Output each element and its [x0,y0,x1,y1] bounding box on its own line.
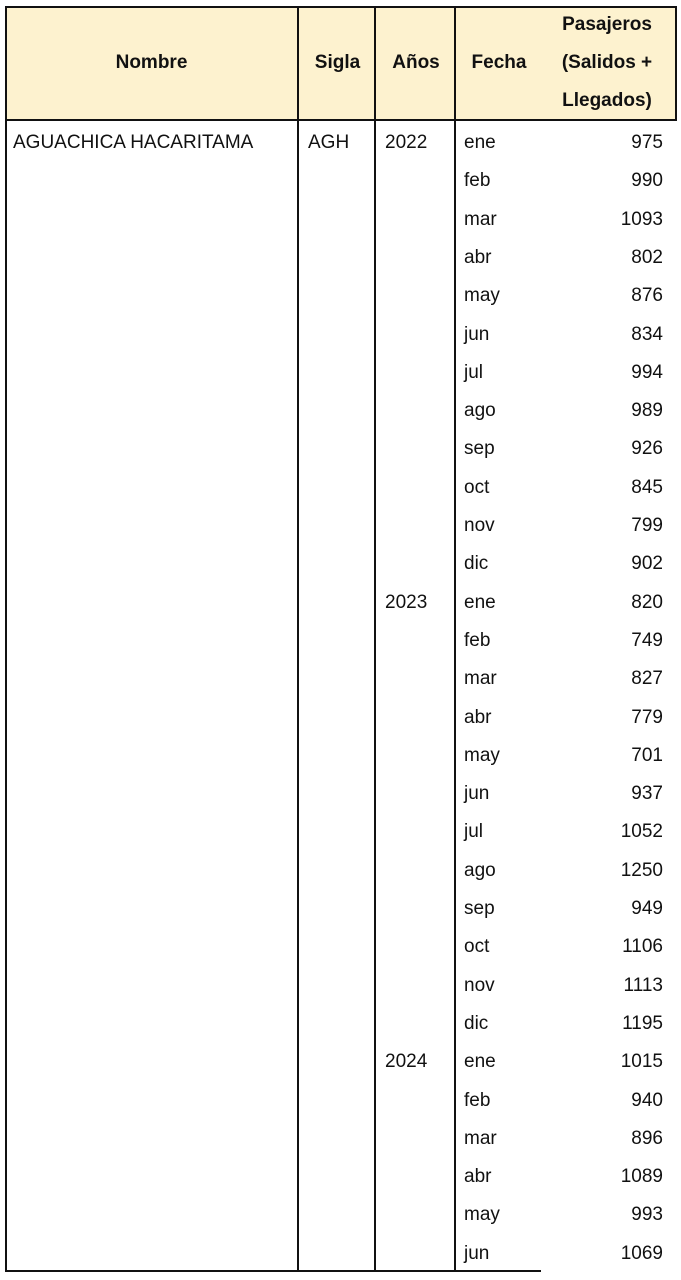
cell-sigla: AGH [308,132,350,153]
cell-pasajeros: 845 [631,476,663,498]
border-top [5,6,677,8]
cell-fecha: sep [464,898,495,919]
cell-fecha: jun [464,783,490,805]
cell-pasajeros: 1250 [620,859,663,881]
cell-fecha: feb [464,629,491,651]
cell-pasajeros: 937 [631,783,663,805]
header-pasajeros-line2: (Salidos + [561,52,653,73]
cell-pasajeros: 896 [631,1127,663,1149]
border-right [675,6,677,120]
cell-pasajeros: 926 [631,438,663,460]
cell-fecha: abr [464,246,492,268]
cell-pasajeros: 876 [631,285,663,307]
cell-fecha: ene [464,591,496,613]
divider-anos-fecha [454,6,456,1272]
cell-pasajeros: 1052 [620,821,663,843]
cell-fecha: ene [464,132,496,153]
cell-pasajeros: 1089 [620,1166,663,1188]
header-anos: Años [392,52,440,73]
cell-year: 2023 [385,591,428,613]
cell-fecha: oct [464,476,490,498]
border-left [5,6,7,1272]
header-nombre: Nombre [115,52,188,73]
cell-year: 2022 [385,132,428,153]
cell-pasajeros: 940 [631,1089,663,1111]
divider-nombre-sigla [297,6,299,1272]
cell-fecha: may [464,1204,500,1226]
cell-fecha: ene [464,1051,496,1073]
header-pasajeros-line3: Llegados) [562,90,652,111]
cell-fecha: feb [464,1089,491,1111]
cell-pasajeros: 820 [631,591,663,613]
cell-fecha: abr [464,1166,492,1188]
cell-pasajeros: 990 [631,170,663,192]
cell-fecha: oct [464,936,490,958]
cell-fecha: jun [464,323,490,345]
cell-year: 2024 [385,1051,428,1073]
cell-pasajeros: 1015 [620,1051,663,1073]
header-pasajeros [545,6,669,120]
cell-fecha: may [464,285,500,307]
cell-fecha: jun [464,1242,490,1264]
table-header [5,6,677,120]
cell-fecha: abr [464,706,492,728]
cell-pasajeros: 799 [631,515,663,536]
cell-pasajeros: 949 [631,898,663,919]
cell-fecha: sep [464,438,495,460]
cell-fecha: mar [464,668,497,690]
cell-fecha: nov [464,974,495,996]
border-header-bottom [5,119,677,121]
cell-pasajeros: 1113 [623,974,663,996]
cell-fecha: nov [464,515,495,536]
cell-fecha: ago [464,859,496,881]
cell-fecha: mar [464,208,497,230]
cell-fecha: dic [464,553,489,575]
cell-fecha: mar [464,1127,497,1149]
cell-pasajeros: 994 [631,361,663,383]
passenger-table [5,6,677,1272]
cell-fecha: ago [464,400,496,422]
cell-pasajeros: 802 [631,246,663,268]
cell-pasajeros: 701 [631,744,663,766]
cell-pasajeros: 1069 [620,1242,663,1264]
cell-pasajeros: 902 [631,553,663,575]
cell-pasajeros: 1093 [620,208,663,230]
divider-sigla-anos [374,6,376,1272]
header-sigla: Sigla [314,52,361,73]
border-bottom [5,1270,541,1272]
cell-fecha: may [464,744,500,766]
cell-fecha: jul [464,821,484,843]
header-pasajeros-line1: Pasajeros [562,14,652,35]
cell-pasajeros: 989 [631,400,663,422]
cell-pasajeros: 827 [631,668,663,690]
cell-pasajeros: 1106 [622,936,663,958]
cell-pasajeros: 993 [631,1204,663,1226]
cell-fecha: dic [464,1012,489,1034]
cell-fecha: feb [464,170,491,192]
cell-pasajeros: 975 [631,132,663,153]
cell-pasajeros: 1195 [622,1012,663,1034]
cell-pasajeros: 834 [631,323,663,345]
cell-fecha: jul [464,361,484,383]
cell-pasajeros: 749 [631,629,663,651]
cell-pasajeros: 779 [631,706,663,728]
cell-nombre: AGUACHICA HACARITAMA [13,132,254,153]
header-fecha: Fecha [471,52,527,73]
